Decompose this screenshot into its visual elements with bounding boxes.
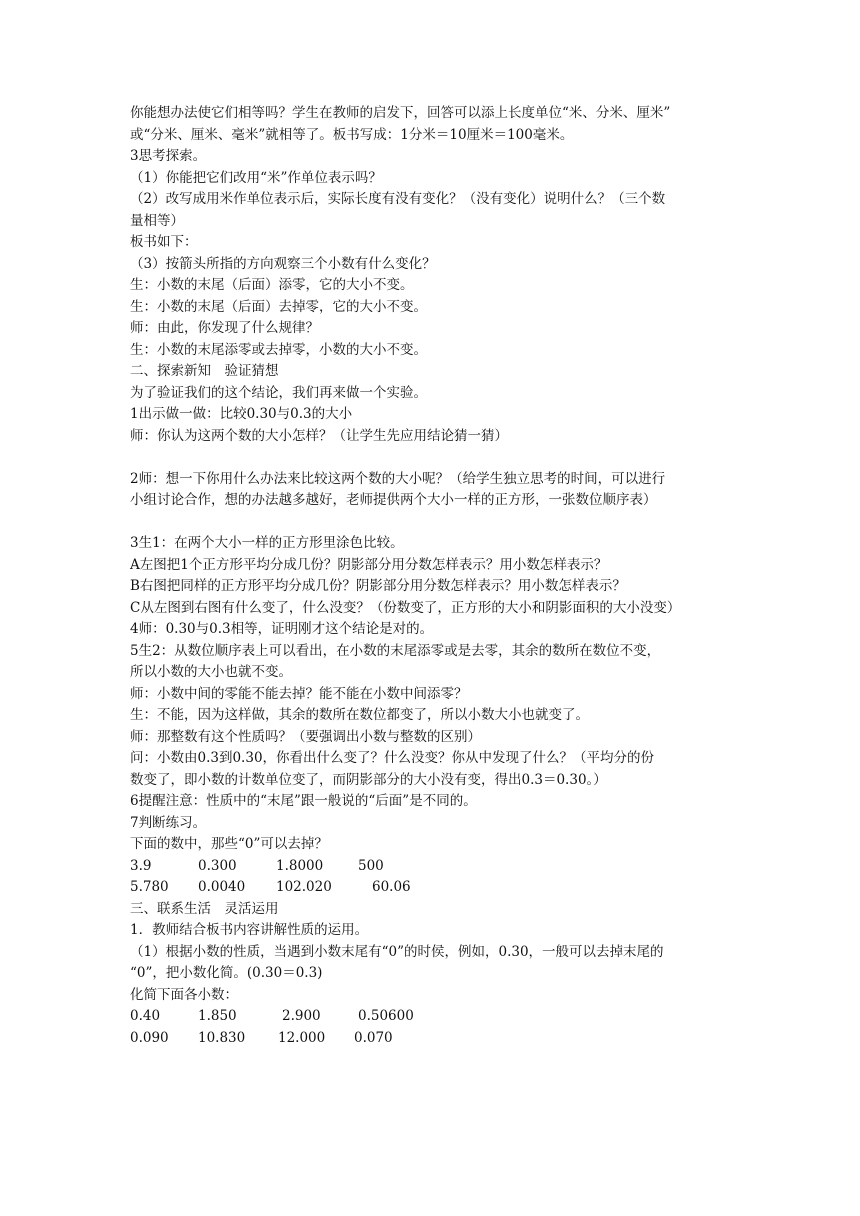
text-line: 3思考探索。: [130, 148, 207, 164]
number-cell: 1.850: [198, 1008, 237, 1024]
text-line: 3生1：在两个大小一样的正方形里涂色比较。: [130, 535, 404, 551]
text-line: [130, 512, 730, 534]
text-line: （1）根据小数的性质，当遇到小数末尾有“0”的时侯，例如，0.30，一般可以去掉末尾的: [130, 943, 664, 960]
text-line: 问：小数由0.3到0.30，你看出什么变了？什么没变？你从中发现了什么？（平均分的份: [130, 750, 655, 766]
judge-number-table: [130, 856, 730, 899]
number-cell: 60.06: [372, 879, 411, 895]
number-row: [130, 1006, 730, 1028]
text-line: 1出示做一做：比较0.30与0.3的大小: [130, 406, 353, 422]
text-line: 量相等）: [130, 212, 184, 229]
text-line: （3）按箭头所指的方向观察三个小数有什么变化？: [130, 255, 436, 272]
number-cell: 2.900: [282, 1008, 321, 1024]
simplify-number-table: [130, 1006, 730, 1049]
number-cell: 0.070: [354, 1029, 393, 1046]
text-line: 6提醒注意：性质中的“末尾”跟一般说的“后面”是不同的。: [130, 793, 477, 809]
text-line: 下面的数中，那些“0”可以去掉？: [130, 836, 328, 852]
number-cell: 0.090: [130, 1029, 169, 1046]
number-cell: 1.8000: [276, 857, 324, 874]
number-cell: 12.000: [278, 1029, 326, 1046]
text-line: 三、联系生活 灵活运用: [130, 900, 279, 917]
number-cell: 3.9: [130, 857, 152, 874]
text-line: 师：你认为这两个数的大小怎样？（让学生先应用结论猜一猜）: [130, 427, 508, 444]
text-line: 5生2：从数位顺序表上可以看出，在小数的末尾添零或是去零，其余的数所在数位不变，: [130, 642, 661, 659]
text-line: A左图把1个正方形平均分成几份？阴影部分用分数怎样表示？用小数怎样表示？: [130, 556, 608, 573]
document-page: [130, 103, 730, 1049]
text-line: 为了验证我们的这个结论，我们再来做一个实验。: [130, 384, 427, 401]
text-line: 4师：0.30与0.3相等，证明刚才这个结论是对的。: [130, 621, 434, 637]
text-line: 二、探索新知 验证猜想: [130, 363, 279, 379]
number-cell: 10.830: [198, 1029, 246, 1046]
text-block-2: [130, 899, 730, 1007]
text-line: 板书如下：: [130, 234, 198, 250]
number-row: [130, 856, 730, 878]
text-line: 小组讨论合作，想的办法越多越好，老师提供两个大小一样的正方形，一张数位顺序表）: [130, 492, 657, 508]
text-line: （2）改写成用米作单位表示后，实际长度有没有变化？（没有变化）说明什么？（三个数: [130, 191, 666, 207]
number-cell: 0.40: [130, 1008, 161, 1024]
text-line: 你能想办法使它们相等吗？学生在教师的启发下，回答可以添上长度单位“米、分米、厘米”: [130, 105, 671, 121]
text-line: 7判断练习。: [130, 814, 207, 831]
text-line: 生：小数的末尾（后面）去掉零，它的大小不变。: [130, 298, 427, 315]
number-cell: 0.0040: [198, 879, 246, 895]
text-line: C从左图到右图有什么变了，什么没变？（份数变了，正方形的大小和阴影面积的大小没变）: [130, 599, 681, 616]
text-line: 生：小数的末尾添零或去掉零，小数的大小不变。: [130, 341, 427, 358]
text-line: 师：小数中间的零能不能去掉？能不能在小数中间添零？: [130, 685, 468, 702]
text-line: B右图把同样的正方形平均分成几份？阴影部分用分数怎样表示？用小数怎样表示？: [130, 578, 626, 594]
text-line: 生：小数的末尾（后面）添零，它的大小不变。: [130, 277, 414, 293]
number-cell: 500: [358, 857, 384, 874]
number-row: [130, 1028, 730, 1050]
text-line: 化简下面各小数：: [130, 986, 238, 1003]
text-block-1: [130, 103, 730, 856]
text-line: [130, 447, 730, 469]
number-cell: 0.50600: [358, 1008, 414, 1024]
number-cell: 102.020: [276, 879, 332, 895]
text-line: 师：由此，你发现了什么规律？: [130, 320, 319, 336]
number-cell: 0.300: [198, 857, 237, 874]
text-line: （1）你能把它们改用“米”作单位表示吗？: [130, 169, 382, 186]
text-line: 或“分米、厘米、毫米”就相等了。板书写成：1分米＝10厘米＝100毫米。: [130, 126, 574, 143]
text-line: 1．教师结合板书内容讲解性质的运用。: [130, 922, 369, 938]
text-line: 2师：想一下你用什么办法来比较这两个数的大小呢？（给学生独立思考的时间，可以进行: [130, 470, 666, 487]
number-cell: 5.780: [130, 879, 169, 895]
text-line: 师：那整数有这个性质吗？（要强调出小数与整数的区别）: [130, 728, 481, 745]
text-line: “0”，把小数化简。(0.30＝0.3): [130, 965, 323, 981]
number-row: [130, 877, 730, 899]
text-line: 数变了，即小数的计数单位变了，而阴影部分的大小没有变，得出0.3＝0.30。）: [130, 771, 607, 788]
text-line: 生：不能，因为这样做，其余的数所在数位都变了，所以小数大小也就变了。: [130, 707, 589, 723]
text-line: 所以小数的大小也就不变。: [130, 664, 292, 680]
